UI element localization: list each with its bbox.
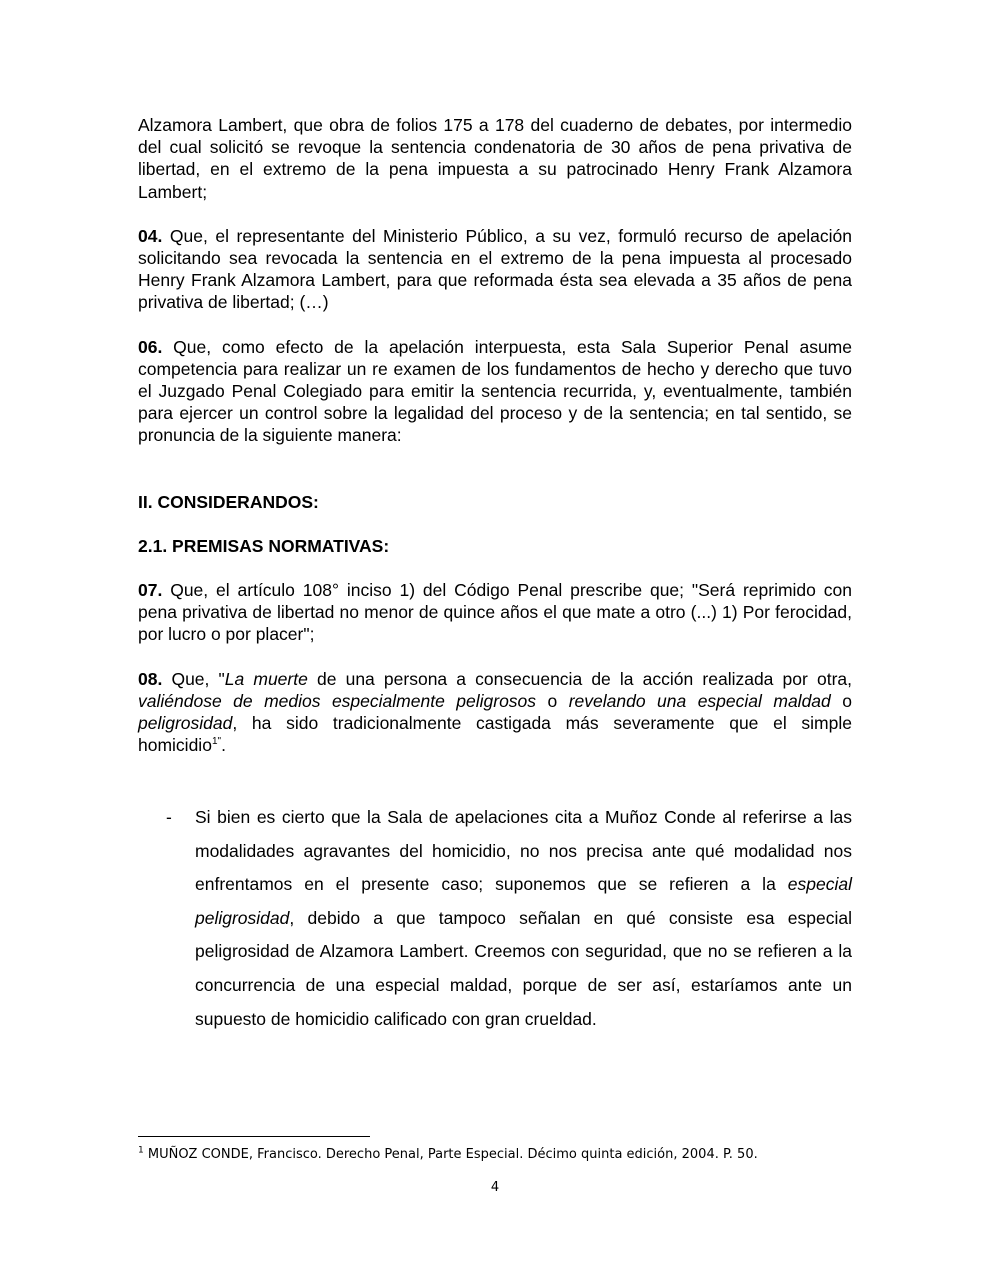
paragraph-number: 08. (138, 668, 163, 689)
heading-premisas-normativas: 2.1. PREMISAS NORMATIVAS: (138, 535, 390, 556)
paragraph-07: 07. Que, el artículo 108° inciso 1) del Código Penal prescribe que; "Será reprimido con pena privativa de libertad no menor de quince años el que mate a otro (...) 1) Por ferocidad, por lucro o por placer"; (138, 580, 852, 645)
paragraph-04: 04. Que, el representante del Ministerio Público, a su vez, formuló recurso de apelación solicitando sea revocada la sentencia en el extremo de la pena impuesta al procesado Henry Frank Alzamora Lambert, para que reformada ésta sea elevada a 35 años de pena privativa de libertad; (…) (138, 225, 852, 313)
bullet-text: Si bien es cierto que la Sala de apelaciones cita a Muñoz Conde al referirse a las modalidades agravantes del homicidio, no nos precisa ante qué modalidad nos enfrentamos en el presente caso; suponemos que se refieren a la especial peligrosidad, debido a que tampoco señalan en qué consiste esa especial peligrosidad de Alzamora Lambert. Creemos con seguridad, que no se refieren a la concurrencia de una especial maldad, porque de ser así, estaríamos ante un supuesto de homicidio calificado con gran crueldad. (195, 807, 852, 1029)
paragraph-number: 06. (138, 336, 163, 357)
page-number: 4 (490, 1180, 500, 1195)
document-body (138, 114, 852, 756)
footnote-reference: 1" (211, 736, 222, 748)
bullet-item (166, 801, 852, 1036)
paragraph-06: 06. Que, como efecto de la apelación interpuesta, esta Sala Superior Penal asume competencia para realizar un re examen de los fundamentos de hecho y derecho que tuvo el Juzgado Penal Colegiado para emitir la sentencia recurrida, y, eventualmente, también para ejercer un control sobre la legalidad del proceso y de la sentencia; en tal sentido, se pronuncia de la siguiente manera: (138, 336, 852, 446)
paragraph-intro: Alzamora Lambert, que obra de folios 175 a 178 del cuaderno de debates, por intermedio del cual solicitó se revoque la sentencia condenatoria de 30 años de pena privativa de libertad, en el extremo de la pena impuesta a su patrocinado Henry Frank Alzamora Lambert; (138, 115, 852, 202)
heading-considerandos: II. CONSIDERANDOS: (138, 491, 319, 512)
footnote: $^1$ MUÑOZ CONDE, Francisco. Derecho Penal, Parte Especial. Décimo quinta edición, 2004. P. 50. (138, 1145, 758, 1162)
bullet-dash: - (166, 807, 172, 827)
paragraph-number: 04. (138, 225, 163, 246)
footnote-separator (138, 1136, 370, 1137)
paragraph-08: 08. Que, "La muerte de una persona a consecuencia de la acción realizada por otra, valiéndose de medios especialmente peligrosos o revelando una especial maldad o peligrosidad, ha sido tradicionalmente castigada más severamente que el simple homicidio$^{1"}$. (138, 668, 852, 756)
paragraph-number: 07. (138, 580, 163, 601)
footnote-number: 1 (138, 1145, 144, 1156)
